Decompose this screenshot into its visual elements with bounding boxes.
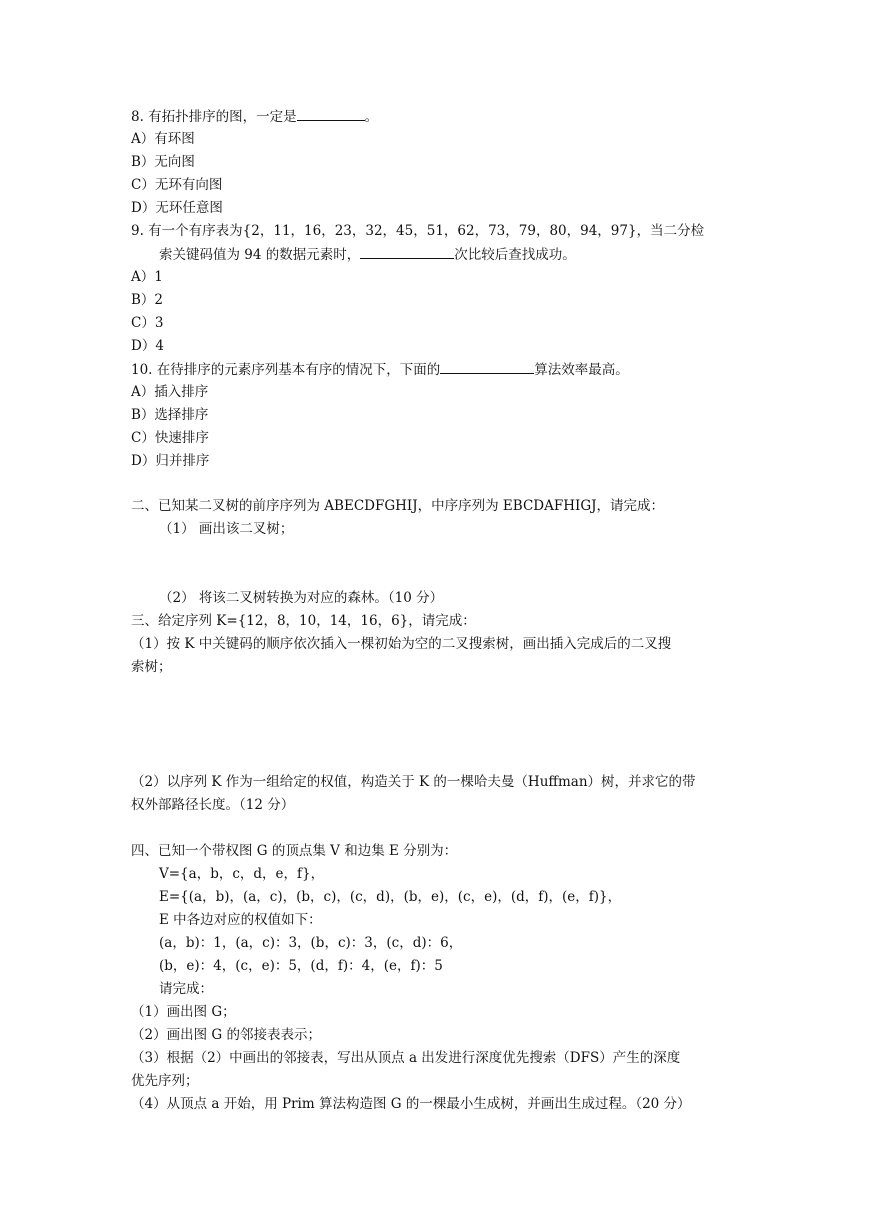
section2-heading: 二、已知某二叉树的前序序列为 ABECDFGHIJ，中序序列为 EBCDAFHIGJ，请完成：	[131, 498, 665, 514]
q10-stem-after: 算法效率最高。	[534, 362, 629, 378]
q10-answer-blank	[440, 359, 534, 374]
q9-stem-before: 索关键码值为 94 的数据元素时，	[159, 247, 361, 263]
q8-option-c: C）无环有向图	[131, 177, 223, 193]
q8-stem-before: 8. 有拓扑排序的图，一定是	[131, 109, 297, 125]
section4-vertex-set: V={a，b，c，d，e，f}，	[159, 866, 325, 882]
section2-item1: （1） 画出该二叉树；	[159, 521, 294, 537]
q10-option-a: A）插入排序	[131, 384, 209, 400]
section4-item3-line1: （3）根据（2）中画出的邻接表，写出从顶点 a 出发进行深度优先搜索（DFS）产生的深度	[131, 1050, 681, 1066]
section3-item2-line1: （2）以序列 K 作为一组给定的权值，构造关于 K 的一棵哈夫曼（Huffman）树，并求它的带	[131, 774, 696, 790]
q8-option-a: A）有环图	[131, 131, 195, 147]
section4-heading: 四、已知一个带权图 G 的顶点集 V 和边集 E 分别为：	[131, 843, 458, 859]
q9-stem-line2	[159, 244, 576, 265]
q9-option-a: A）1	[131, 269, 163, 285]
q9-answer-blank	[360, 244, 454, 259]
q9-stem-line1: 9. 有一个有序表为{2，11，16，23，32，45，51，62，73，79，80，94，97}，当二分检	[131, 223, 705, 239]
q9-option-c: C）3	[131, 315, 164, 331]
section3-item1-line1: （1）按 K 中关键码的顺序依次插入一棵初始为空的二叉搜索树，画出插入完成后的二叉搜	[131, 636, 672, 652]
section4-weights-line2: (b，e)：4，(c，e)：5，(d，f)：4，(e，f)：5	[159, 958, 443, 974]
q8-answer-blank	[297, 106, 365, 121]
q8-option-b: B）无向图	[131, 154, 195, 170]
q8-stem-after: 。	[364, 109, 379, 125]
section4-item3-line2: 优先序列；	[131, 1073, 199, 1089]
section3-heading: 三、给定序列 K={12，8，10，14，16，6}，请完成：	[131, 613, 476, 629]
q10-stem	[131, 359, 629, 380]
section3-item2-line2: 权外部路径长度。（12 分）	[131, 797, 295, 813]
section4-edge-set: E={(a，b)，(a，c)，(b，c)，(c，d)，(b，e)，(c，e)，(d，f)，(e，f)}，	[159, 889, 622, 905]
section4-please: 请完成：	[159, 981, 213, 997]
q9-option-d: D）4	[131, 338, 164, 354]
q8-stem	[131, 106, 378, 127]
q8-option-d: D）无环任意图	[131, 200, 223, 216]
section4-weights-intro: E 中各边对应的权值如下：	[159, 912, 322, 928]
q9-option-b: B）2	[131, 292, 164, 308]
q10-option-b: B）选择排序	[131, 407, 209, 423]
section4-item4: （4）从顶点 a 开始，用 Prim 算法构造图 G 的一棵最小生成树，并画出生成过程。（20 分）	[131, 1096, 691, 1112]
q9-stem-after: 次比较后查找成功。	[454, 247, 576, 263]
q10-stem-before: 10. 在待排序的元素序列基本有序的情况下，下面的	[131, 362, 441, 378]
q10-option-d: D）归并排序	[131, 453, 210, 469]
section4-weights-line1: (a，b)：1，(a，c)：3，(b，c)：3，(c，d)：6，	[159, 935, 463, 951]
section4-item2: （2）画出图 G 的邻接表表示；	[131, 1027, 321, 1043]
section3-item1-line2: 索树；	[131, 659, 172, 675]
section4-item1: （1）画出图 G；	[131, 1004, 236, 1020]
q10-option-c: C）快速排序	[131, 430, 209, 446]
section2-item2: （2） 将该二叉树转换为对应的森林。（10 分）	[159, 590, 444, 606]
